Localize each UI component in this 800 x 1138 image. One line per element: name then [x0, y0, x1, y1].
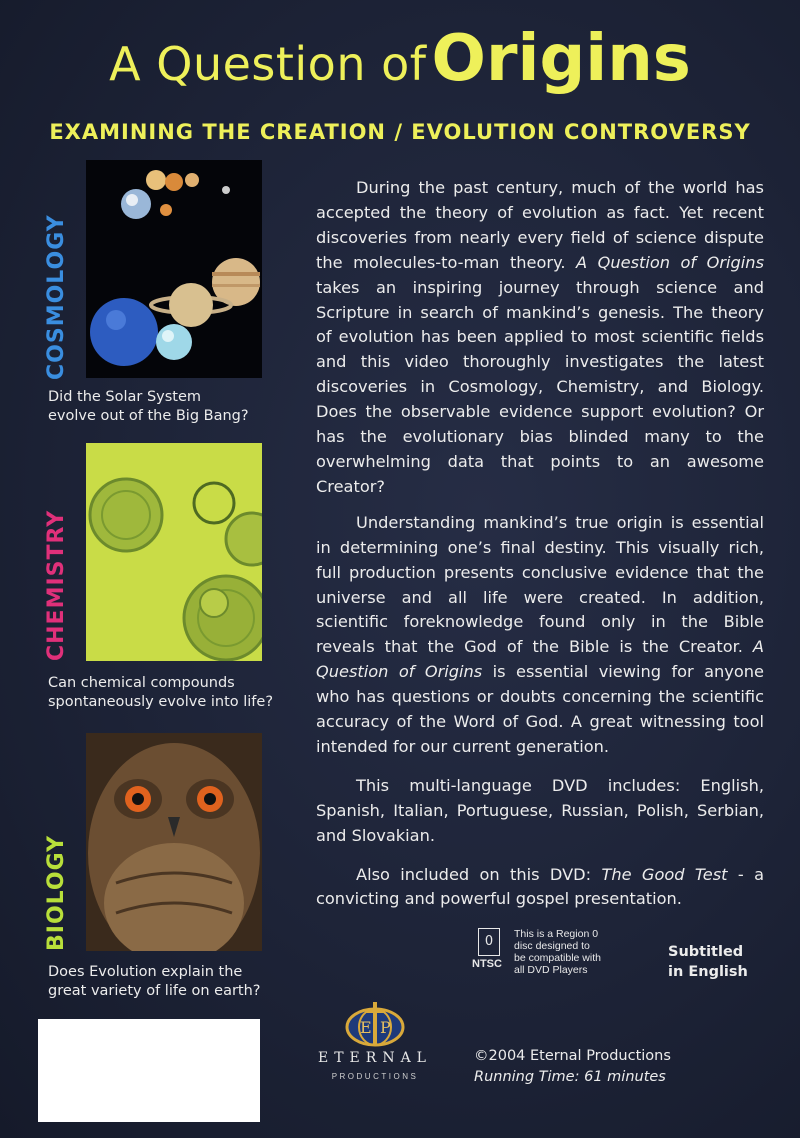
- description-text: [316, 176, 764, 923]
- barcode-area: [38, 1019, 260, 1122]
- page-subtitle: EXAMINING THE CREATION / EVOLUTION CONTROVERSY: [49, 120, 751, 144]
- solar-system-image: [86, 160, 262, 378]
- paragraph-4: Also included on this DVD: The Good Test - a convicting and powerful gospel presentation.: [316, 864, 764, 909]
- diatom-microscope-image: [86, 443, 262, 661]
- panel-caption-cosmology: Did the Solar System evolve out of the Big Bang?: [48, 389, 249, 424]
- panel-caption-biology: Does Evolution explain the great variety of life on earth?: [48, 964, 261, 999]
- copyright-line: ©2004 Eternal Productions: [474, 1048, 671, 1064]
- logo-name: ETERNAL: [318, 1050, 432, 1066]
- panel-chemistry: [44, 443, 274, 713]
- title-part1: A Question of: [109, 37, 427, 91]
- title-part2: Origins: [431, 22, 691, 96]
- region-info: [470, 928, 650, 976]
- subtitles-note: Subtitled in English: [668, 944, 748, 980]
- paragraph-3: This multi-language DVD includes: English, Spanish, Italian, Portuguese, Russian, Polish, Serbian, and Slovakian.: [316, 775, 764, 845]
- eternal-productions-logo-icon: [300, 1000, 450, 1050]
- svg-text:E: E: [360, 1018, 372, 1037]
- paragraph-1: During the past century, much of the world has accepted the theory of evolution as fact. Yet recent discoveries from nearly every field of science dispute the molecules-to-man theory. A Question of Origins takes an inspiring journey through science and Scripture in search of mankind’s genesis. The theory of evolution has been applied to most scientific fields and this video thoroughly investigates the latest discoveries in Cosmology, Chemistry, and Biology. Does the observable evidence support evolution? Or has the evolutionary bias blinded many to the overwhelming data that points to an awesome Creator?: [316, 178, 764, 496]
- page-title: [0, 22, 800, 96]
- svg-text:P: P: [380, 1018, 391, 1037]
- ntsc-label: NTSC: [472, 958, 502, 970]
- eternal-productions-logo: [300, 1000, 450, 1090]
- owl-image: [86, 733, 262, 951]
- paragraph-2: Understanding mankind’s true origin is essential in determining one’s final destiny. This visually rich, full production presents conclusive evidence that the universe and all life were created. In addition, scientific foreknowledge found only in the Bible reveals that the God of the Bible is the Creator. A Question of Origins is essential viewing for anyone who has questions or doubts concerning the scientific accuracy of the Word of God. A great witnessing tool intended for our current generation.: [316, 512, 765, 756]
- panel-label-chemistry: CHEMISTRY: [44, 509, 69, 661]
- copyright-block: [474, 1046, 774, 1088]
- panel-biology: [44, 733, 264, 1003]
- panel-caption-chemistry: Can chemical compounds spontaneously evolve into life?: [48, 675, 274, 710]
- panel-label-biology: BIOLOGY: [44, 834, 69, 951]
- panel-label-cosmology: COSMOLOGY: [44, 214, 69, 380]
- logo-subtitle: PRODUCTIONS: [331, 1072, 419, 1081]
- region-code-badge: 0: [478, 928, 500, 956]
- region-description: This is a Region 0 disc designed to be compatible with all DVD Players: [514, 928, 601, 976]
- running-time: Running Time: 61 minutes: [474, 1069, 666, 1085]
- panel-cosmology: [44, 160, 264, 424]
